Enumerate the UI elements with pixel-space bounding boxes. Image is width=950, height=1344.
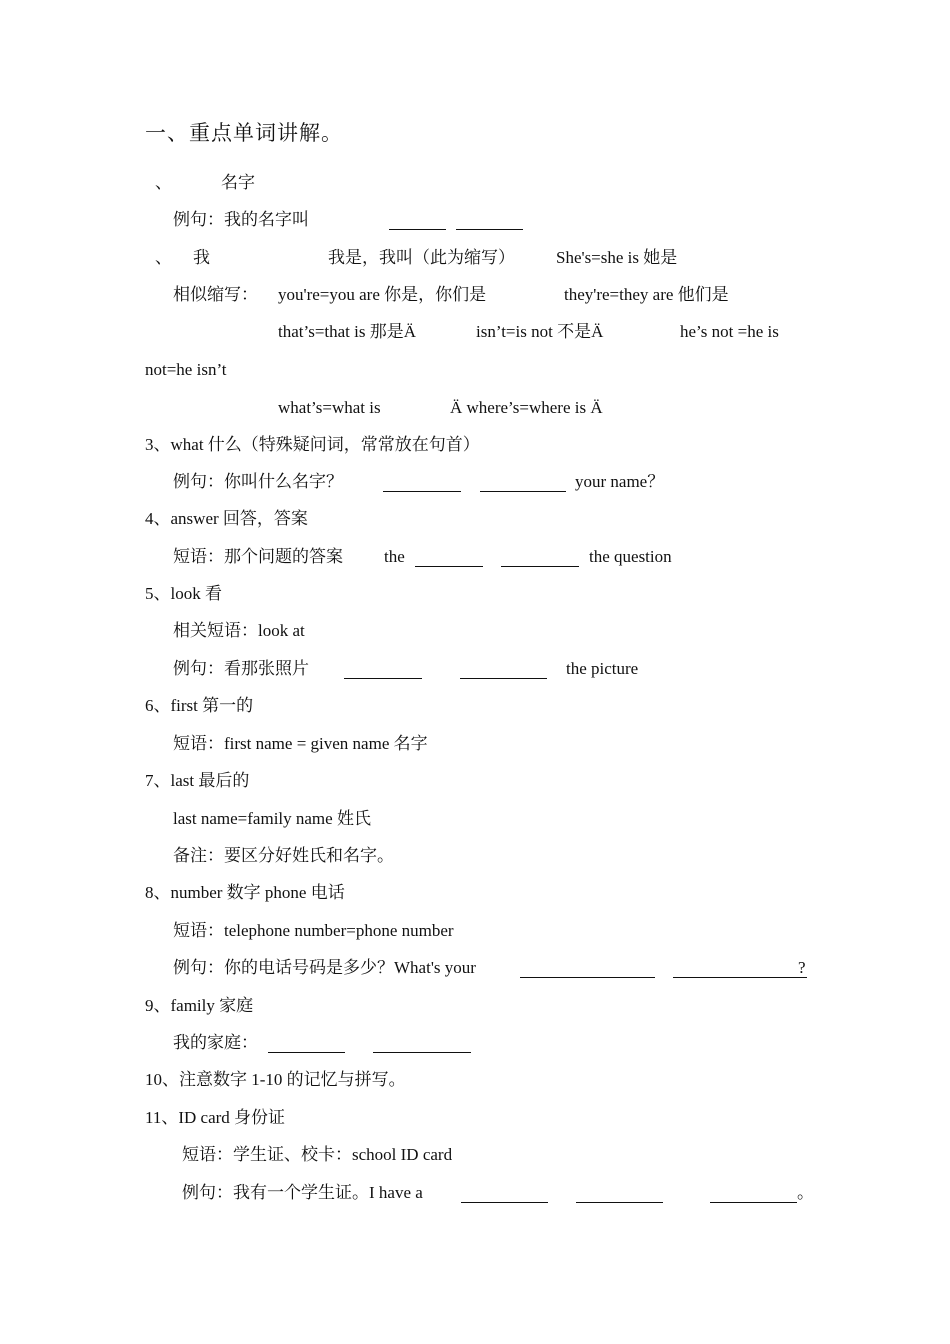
answer-blank[interactable] — [520, 961, 655, 978]
item-2-thats: that’s=that is 那是Ä — [278, 322, 417, 341]
item-10-head: 10、注意数字 1-10 的记忆与拼写。 — [145, 1070, 406, 1089]
item-8-question-mark: ? — [798, 958, 806, 977]
item-2-note: 我是，我叫（此为缩写） — [328, 248, 515, 267]
item-2-hes-cont: not=he isn’t — [145, 360, 227, 379]
item-4-head: 4、answer 回答，答案 — [145, 509, 308, 528]
answer-blank[interactable] — [480, 475, 566, 492]
answer-blank[interactable] — [673, 961, 807, 978]
item-11-end: 。 — [797, 1183, 814, 1202]
item-5-related: 相关短语：look at — [173, 621, 305, 640]
item-3-example: 例句：你叫什么名字？ — [173, 472, 343, 491]
item-1-example: 例句：我的名字叫 — [173, 210, 309, 229]
item-7-note: 备注：要区分好姓氏和名字。 — [173, 846, 394, 865]
answer-blank[interactable] — [415, 550, 483, 567]
item-5-tail: the picture — [566, 659, 639, 678]
item-8-example: 例句：你的电话号码是多少？What's your — [173, 958, 476, 977]
item-3-head: 3、what 什么（特殊疑问词，常常放在句首） — [145, 435, 480, 454]
answer-blank[interactable] — [383, 475, 461, 492]
item-8-head: 8、number 数字 phone 电话 — [145, 883, 345, 902]
answer-blank[interactable] — [268, 1036, 345, 1053]
item-4-phrase: 短语：那个问题的答案 — [173, 547, 343, 566]
item-6-phrase: 短语：first name = given name 名字 — [173, 734, 428, 753]
item-5-head: 5、look 看 — [145, 584, 222, 603]
item-2-shes: She's=she is 她是 — [556, 248, 678, 267]
answer-blank[interactable] — [389, 213, 446, 230]
item-6-head: 6、first 第一的 — [145, 696, 254, 715]
item-9-line: 我的家庭： — [173, 1033, 258, 1052]
item-11-phrase: 短语：学生证、校卡：school ID card — [182, 1145, 453, 1164]
answer-blank[interactable] — [710, 1186, 797, 1203]
answer-blank[interactable] — [576, 1186, 663, 1203]
item-11-example: 例句：我有一个学生证。I have a — [182, 1183, 423, 1202]
answer-blank[interactable] — [501, 550, 579, 567]
answer-blank[interactable] — [373, 1036, 471, 1053]
item-2-wheres: Ä where’s=where is Ä — [450, 398, 603, 417]
item-9-head: 9、family 家庭 — [145, 996, 254, 1015]
item-2-word: 我 — [193, 248, 210, 267]
item-1-number: 、 — [155, 173, 172, 192]
item-2-hes: he’s not =he is — [680, 322, 779, 341]
item-8-phrase: 短语：telephone number=phone number — [173, 921, 454, 940]
item-1-word: 名字 — [221, 173, 255, 192]
item-11-head: 11、ID card 身份证 — [145, 1108, 286, 1127]
page-title: 一、重点单词讲解。 — [145, 121, 343, 145]
item-4-tail: the question — [589, 547, 672, 566]
item-3-tail: your name？ — [575, 472, 665, 491]
item-7-line: last name=family name 姓氏 — [173, 809, 371, 828]
item-5-example: 例句：看那张照片 — [173, 659, 309, 678]
answer-blank[interactable] — [461, 1186, 548, 1203]
item-2-number: 、 — [155, 248, 172, 267]
item-2-whats: what’s=what is — [278, 398, 381, 417]
answer-blank[interactable] — [456, 213, 523, 230]
item-2-similar-label: 相似缩写： — [173, 285, 258, 304]
answer-blank[interactable] — [460, 662, 547, 679]
item-2-theyre: they're=they are 他们是 — [564, 285, 729, 304]
answer-blank[interactable] — [344, 662, 422, 679]
item-2-youre: you're=you are 你是，你们是 — [278, 285, 487, 304]
item-2-isnt: isn’t=is not 不是Ä — [476, 322, 604, 341]
item-4-the: the — [384, 547, 405, 566]
item-7-head: 7、last 最后的 — [145, 771, 250, 790]
